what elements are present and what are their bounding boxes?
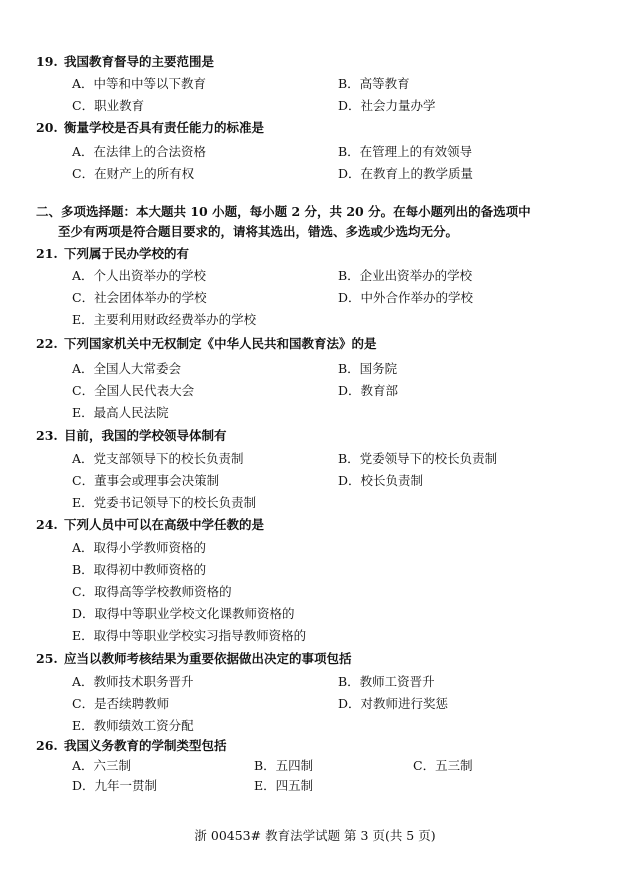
q23-option-c: C．董事会或理事会决策制 <box>72 473 220 488</box>
q22-number: 22. <box>36 336 58 351</box>
section2-instructions-line1: 二、多项选择题：本大题共 10 小题，每小题 2 分，共 20 分。在每小题列出的备选项中 <box>36 204 531 219</box>
q25-option-e: E．教师绩效工资分配 <box>72 718 194 733</box>
q19-option-d: D．社会力量办学 <box>338 98 436 113</box>
q24-option-d: D．取得中等职业学校文化课教师资格的 <box>72 606 295 621</box>
q21-stem: 下列属于民办学校的有 <box>64 246 190 261</box>
q20-stem: 衡量学校是否具有责任能力的标准是 <box>64 120 265 135</box>
q26-stem: 我国义务教育的学制类型包括 <box>64 738 227 753</box>
q26-option-d: D．九年一贯制 <box>72 778 158 793</box>
q20-option-a: A．在法律上的合法资格 <box>72 144 207 159</box>
q26-option-c: C．五三制 <box>413 758 473 773</box>
q23-number: 23. <box>36 428 58 443</box>
q25-option-c: C．是否续聘教师 <box>72 696 170 711</box>
q22-option-d: D．教育部 <box>338 383 399 398</box>
section2-instructions-line2: 至少有两项是符合题目要求的，请将其选出，错选、多选或少选均无分。 <box>58 224 459 239</box>
q26-option-b: B．五四制 <box>254 758 314 773</box>
q22-option-a: A．全国人大常委会 <box>72 361 182 376</box>
q20-option-b: B．在管理上的有效领导 <box>338 144 473 159</box>
q21-option-a: A．个人出资举办的学校 <box>72 268 207 283</box>
q25-option-a: A．教师技术职务晋升 <box>72 674 194 689</box>
q22-stem: 下列国家机关中无权制定《中华人民共和国教育法》的是 <box>64 336 377 351</box>
q25-option-b: B．教师工资晋升 <box>338 674 435 689</box>
q19-stem: 我国教育督导的主要范围是 <box>64 54 215 69</box>
q21-option-b: B．企业出资举办的学校 <box>338 268 473 283</box>
q24-option-a: A．取得小学教师资格的 <box>72 540 207 555</box>
q23-option-a: A．党支部领导下的校长负责制 <box>72 451 244 466</box>
q25-number: 25. <box>36 651 58 666</box>
q21-option-c: C．社会团体举办的学校 <box>72 290 207 305</box>
q22-option-c: C．全国人民代表大会 <box>72 383 195 398</box>
q24-number: 24. <box>36 517 58 532</box>
q23-option-b: B．党委领导下的校长负责制 <box>338 451 498 466</box>
q25-option-d: D．对教师进行奖惩 <box>338 696 449 711</box>
q24-option-b: B．取得初中教师资格的 <box>72 562 207 577</box>
q25-stem: 应当以教师考核结果为重要依据做出决定的事项包括 <box>64 651 352 666</box>
q23-option-e: E．党委书记领导下的校长负责制 <box>72 495 257 510</box>
q21-number: 21. <box>36 246 58 261</box>
q22-option-e: E．最高人民法院 <box>72 405 169 420</box>
q23-stem: 目前，我国的学校领导体制有 <box>64 428 227 443</box>
q20-number: 20. <box>36 120 58 135</box>
q20-option-c: C．在财产上的所有权 <box>72 166 195 181</box>
q26-option-e: E．四五制 <box>254 778 314 793</box>
q26-number: 26. <box>36 738 58 753</box>
q19-option-b: B．高等教育 <box>338 76 410 91</box>
q24-stem: 下列人员中可以在高级中学任教的是 <box>64 517 265 532</box>
q19-option-c: C．职业教育 <box>72 98 145 113</box>
q21-option-d: D．中外合作举办的学校 <box>338 290 474 305</box>
q22-option-b: B．国务院 <box>338 361 398 376</box>
q26-option-a: A．六三制 <box>72 758 132 773</box>
q24-option-e: E．取得中等职业学校实习指导教师资格的 <box>72 628 307 643</box>
q19-option-a: A．中等和中等以下教育 <box>72 76 207 91</box>
q24-option-c: C．取得高等学校教师资格的 <box>72 584 232 599</box>
q19-number: 19. <box>36 54 58 69</box>
page-footer: 浙 00453# 教育法学试题 第 3 页(共 5 页) <box>194 828 436 843</box>
q21-option-e: E．主要利用财政经费举办的学校 <box>72 312 257 327</box>
q23-option-d: D．校长负责制 <box>338 473 424 488</box>
q20-option-d: D．在教育上的教学质量 <box>338 166 474 181</box>
